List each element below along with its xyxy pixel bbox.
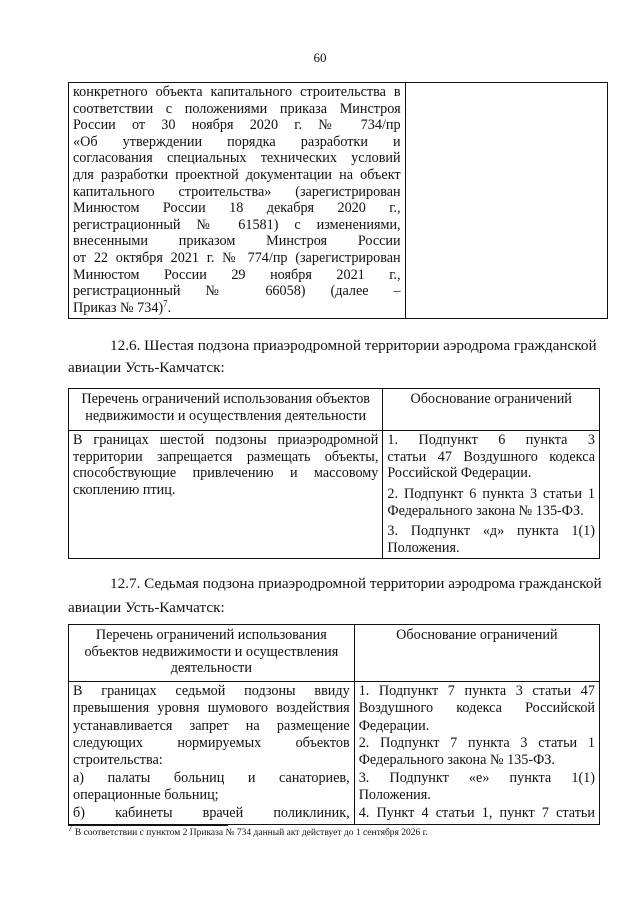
text-line: «Об утверждении порядка разработки и: [73, 133, 401, 150]
header-text: [75, 627, 348, 677]
text-line: способствующие привлечению и массовому: [73, 465, 379, 482]
text-line: соответствии с положениями приказа Минстроя: [73, 100, 401, 117]
text-line: строительства:: [73, 752, 163, 769]
text-line: Российской Федерации.: [387, 465, 532, 482]
header-justification: [354, 625, 599, 682]
text-line: превышения уровня шумового воздействия: [73, 700, 350, 717]
justification-cell: [354, 681, 599, 824]
header-restrictions: [69, 389, 383, 431]
footnote-separator: [68, 825, 228, 826]
text-line: Воздушного кодекса Российской: [358, 700, 595, 717]
justification-item: [387, 486, 595, 519]
continuation-text-cell: [69, 83, 406, 319]
text-line: скоплению птиц.: [73, 481, 176, 498]
text-line: Федерального закона № 135-ФЗ.: [358, 752, 555, 769]
text-line: 2. Подпункт 6 пункта 3 статьи 1: [387, 485, 595, 502]
text-line: 2. Подпункт 7 пункта 3 статьи 1: [358, 735, 595, 751]
text-line: 3. Подпункт «е» пункта 1(1): [358, 769, 595, 786]
header-line: объектов недвижимости и осуществления: [84, 643, 339, 660]
text-line: операционные больниц;: [73, 787, 219, 804]
continuation-text: [73, 84, 401, 316]
period: .: [167, 299, 172, 316]
text-line: Минюстом России 18 декабря 2020 г.,: [73, 200, 401, 217]
footnote-number: 7: [68, 823, 73, 833]
text-line: Федерации.: [358, 717, 430, 734]
header-restrictions: [69, 625, 355, 682]
text-line: В границах шестой подзоны приаэродромной: [73, 432, 379, 449]
header-text: Обоснование ограничений: [410, 391, 572, 407]
section-12-6-title: 12.6. Шестая подзона приаэродромной территории аэродрома гражданской: [110, 337, 597, 354]
section-12-7-title: 12.7. Седьмая подзона приаэродромной территории аэродрома гражданской: [110, 575, 602, 592]
text-line: от 22 октября 2021 г. № 774/пр (зарегистрирован: [73, 249, 401, 266]
text-line: Положения.: [387, 539, 460, 556]
text-line: конкретного объекта капитального строительства в: [73, 84, 401, 100]
text-line: 4. Пункт 4 статьи 1, пункт 7 статьи: [358, 804, 595, 821]
empty-cell: [405, 83, 607, 319]
zone-7-table: [68, 624, 600, 825]
text-line: для разработки проектной документации на объект: [73, 166, 401, 183]
text-line: России от 30 ноября 2020 г. № 734/пр: [73, 117, 401, 134]
text-line: внесенными приказом Минстроя России: [73, 233, 401, 250]
justification-item: [387, 432, 595, 482]
text-line: регистрационный № 61581) с изменениями,: [73, 216, 401, 233]
header-line: деятельности: [170, 660, 252, 677]
text-line: следующих нормируемых объектов: [73, 735, 350, 751]
section-12-7-title-cont: авиации Усть-Камчатск:: [68, 599, 225, 616]
justification-cell: [383, 431, 600, 559]
text-line: устанавливается запрет на размещение: [73, 717, 350, 734]
text-line: территории запрещается размещать объекты,: [73, 448, 379, 465]
header-line: Перечень ограничений использования: [95, 627, 327, 643]
restrictions-cell: [69, 431, 383, 559]
section-12-6-title-cont: авиации Усть-Камчатск:: [68, 359, 225, 376]
text-line: 1. Подпункт 6 пункта 3: [387, 432, 595, 449]
justification-item: [387, 523, 595, 556]
text-line: регистрационный № 66058) (далее –: [73, 283, 401, 300]
continuation-table: [68, 82, 608, 319]
header-text: Перечень ограничений использования объектов недвижимости и осуществления деятельности: [81, 391, 370, 424]
text-line: согласования специальных технических условий: [73, 150, 401, 167]
page-number: 60: [313, 50, 327, 65]
text-line: Федерального закона № 135-ФЗ.: [387, 502, 584, 519]
text-line-last: [73, 297, 401, 317]
text-line: Положения.: [358, 787, 431, 804]
zone-6-table: [68, 388, 600, 559]
text-line: Минюстом России 29 ноября 2021 г.,: [73, 266, 401, 283]
footnote-text: В соответствии с пунктом 2 Приказа № 734 данный акт действует до 1 сентября 2026 г.: [72, 828, 428, 839]
text-line: 3. Подпункт «д» пункта 1(1): [387, 523, 595, 540]
restrictions-cell: [69, 681, 355, 824]
text-line: капитального строительства» (зарегистрирован: [73, 183, 401, 200]
footnote: [68, 823, 428, 839]
text-line: статьи 47 Воздушного кодекса: [387, 448, 595, 465]
footnote-mark[interactable]: 7: [163, 297, 168, 308]
header-justification: [383, 389, 600, 431]
text-line: В границах седьмой подзоны ввиду: [73, 682, 350, 699]
text-line: а) палаты больниц и санаториев,: [73, 769, 350, 786]
text-line: б) кабинеты врачей поликлиник,: [73, 804, 350, 821]
text-line: 1. Подпункт 7 пункта 3 статьи 47: [358, 682, 595, 699]
header-text: Обоснование ограничений: [396, 627, 558, 643]
order-reference: Приказ № 734): [73, 299, 164, 316]
